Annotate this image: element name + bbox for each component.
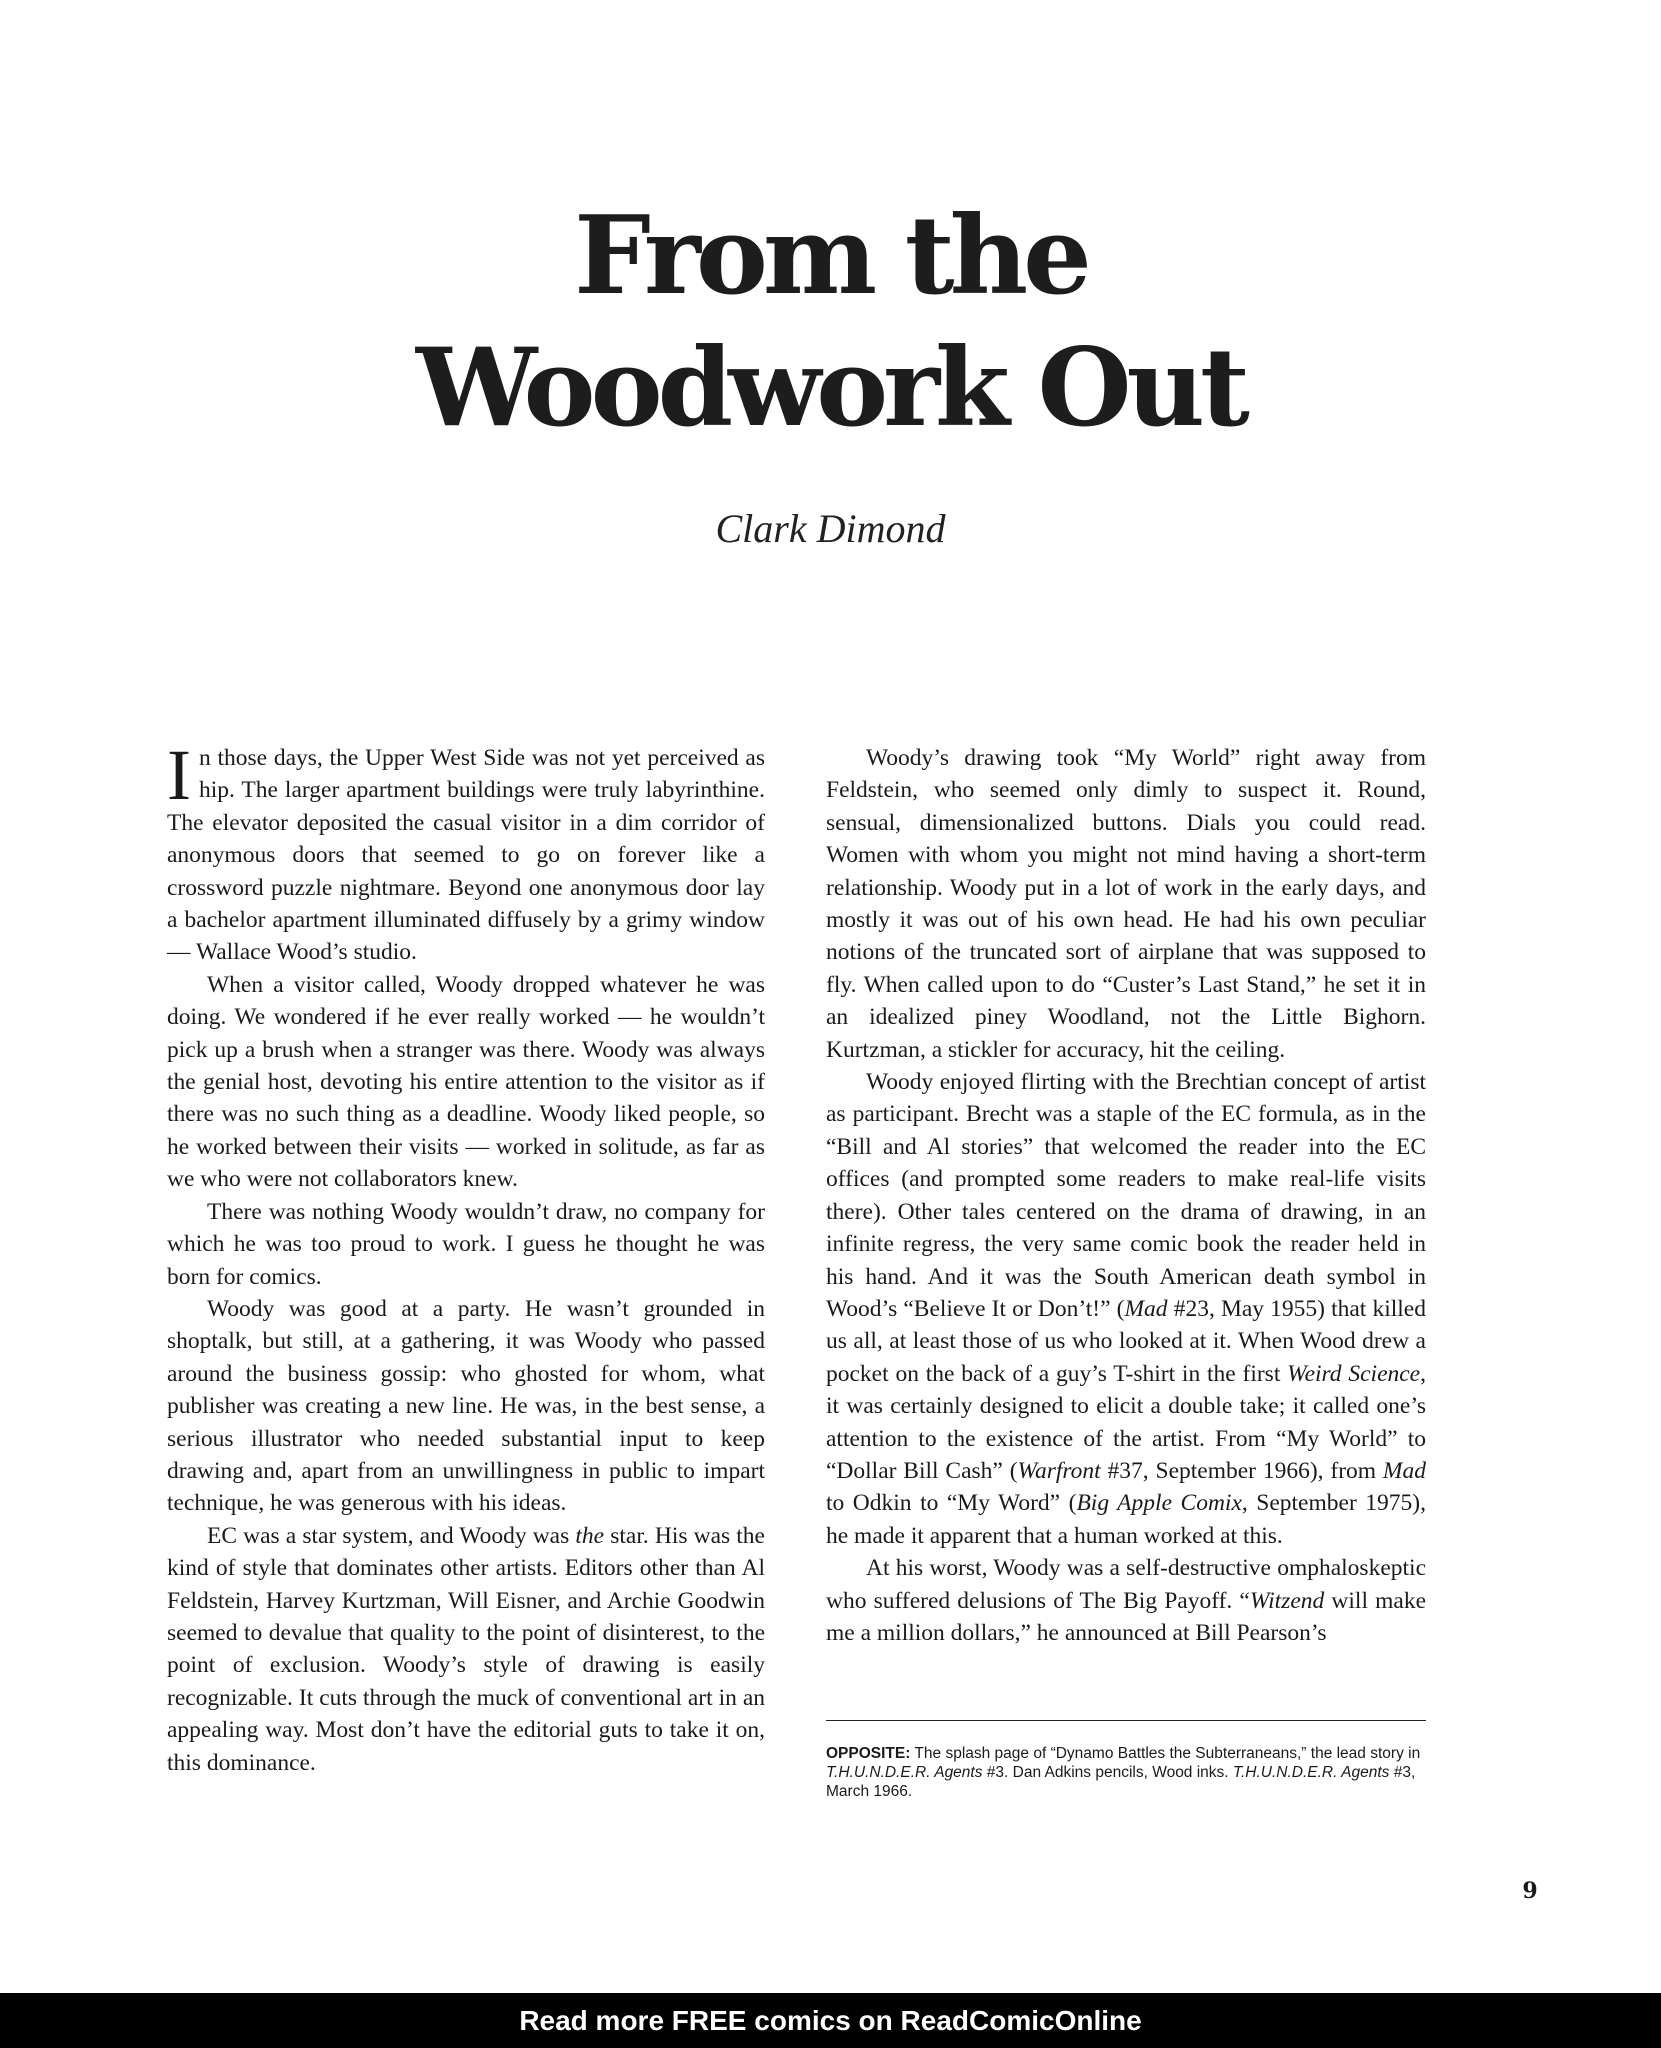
paragraph: When a visitor called, Woody dropped whatever he was doing. We wondered if he ever really worked — he wouldn’t pick up a brush when a stranger was there. Woody was always the genial host, devoting his entire attention to the visitor as if there was no such thing as a deadline. Woody liked people, so he worked between their visits — worked in solitude, as far as we who were not collaborators knew. (167, 971, 765, 1193)
right-column (826, 742, 1426, 1649)
paragraph: Woody enjoyed flirting with the Brechtian concept of artist as participant. Brecht was a staple of the EC formula, as in the “Bill and Al stories” that welcomed the reader into the EC offices (and prompted some readers to make real-life visits there). Other tales centered on the drama of drawing, in an infinite regress, the very same comic book the reader held in his hand. And it was the South American death symbol in Wood’s “Believe It or Don’t!” (Mad #23, May 1955) that killed us all, at least those of us who looked at it. When Wood drew a pocket on the back of a guy’s T-shirt in the first Weird Science, it was certainly designed to elicit a double take; it called one’s attention to the existence of the artist. From “My World” to “Dollar Bill Cash” (Warfront #37, September 1966), from Mad to Odkin to “My Word” (Big Apple Comix, September 1975), he made it apparent that a human worked at this. (826, 1069, 1426, 1549)
paragraph: In those days, the Upper West Side was not yet perceived as hip. The larger apartment buildings were truly labyrinthine. The elevator deposited the casual visitor in a dim corridor of anonymous doors that seemed to go on forever like a crossword puzzle nightmare. Beyond one anonymous door lay a bachelor apartment illuminated diffusely by a grimy window — Wallace Wood’s studio. (167, 735, 765, 966)
paragraph: EC was a star system, and Woody was the star. His was the kind of style that dominates other artists. Editors other than Al Feldstein, Harvey Kurtzman, Will Eisner, and Archie Goodwin seemed to devalue that quality to the point of disinterest, to the point of exclusion. Woody’s style of drawing is easily recognizable. It cuts through the muck of conventional art in an appealing way. Most don’t have the editorial guts to take it on, this dominance. (167, 1522, 765, 1776)
caption-label: OPPOSITE: (826, 1745, 911, 1762)
title-line-2: Woodwork Out (416, 325, 1245, 451)
author-byline: Clark Dimond (715, 506, 946, 551)
left-column (167, 735, 765, 1779)
paragraph: At his worst, Woody was a self-destructive omphaloskeptic who suffered delusions of The Big Payoff. “Witzend will make me a million dollars,” he announced at Bill Pearson’s (826, 1555, 1426, 1646)
promo-banner[interactable]: Read more FREE comics on ReadComicOnline (0, 1993, 1661, 2048)
article-title (0, 190, 1661, 454)
drop-cap: I (167, 735, 191, 815)
paragraph: Woody was good at a party. He wasn’t grounded in shoptalk, but still, at a gathering, it was Woody who passed around the business gossip: who ghosted for whom, what publisher was creating a new line. He was, in the best sense, a serious illustrator who needed substantial input to keep drawing and, apart from an unwillingness in public to impart technique, he was generous with his ideas. (167, 1295, 765, 1517)
paragraph: There was nothing Woody wouldn’t draw, no company for which he was too proud to work. I guess he thought he was born for comics. (167, 1198, 765, 1290)
page-number: 9 (1522, 1878, 1538, 1904)
image-caption: OPPOSITE: The splash page of “Dynamo Battles the Subterraneans,” the lead story in T.H.U.N.D.E.R. Agents #3. Dan Adkins pencils, Wood inks. T.H.U.N.D.E.R. Agents #3, March 1966. (826, 1745, 1421, 1800)
paragraph: Woody’s drawing took “My World” right away from Feldstein, who seemed only dimly to suspect it. Round, sensual, dimensionalized buttons. Dials you could read. Women with whom you might not mind having a short-term relationship. Woody put in a lot of work in the early days, and mostly it was out of his own head. He had his own peculiar notions of the truncated sort of airplane that was supposed to fly. When called upon to do “Custer’s Last Stand,” he set it in an idealized piney Woodland, not the Little Bighorn. Kurtzman, a stickler for accuracy, hit the ceiling. (826, 745, 1426, 1063)
title-line-1: From the (574, 193, 1087, 319)
caption-divider (826, 1720, 1426, 1721)
